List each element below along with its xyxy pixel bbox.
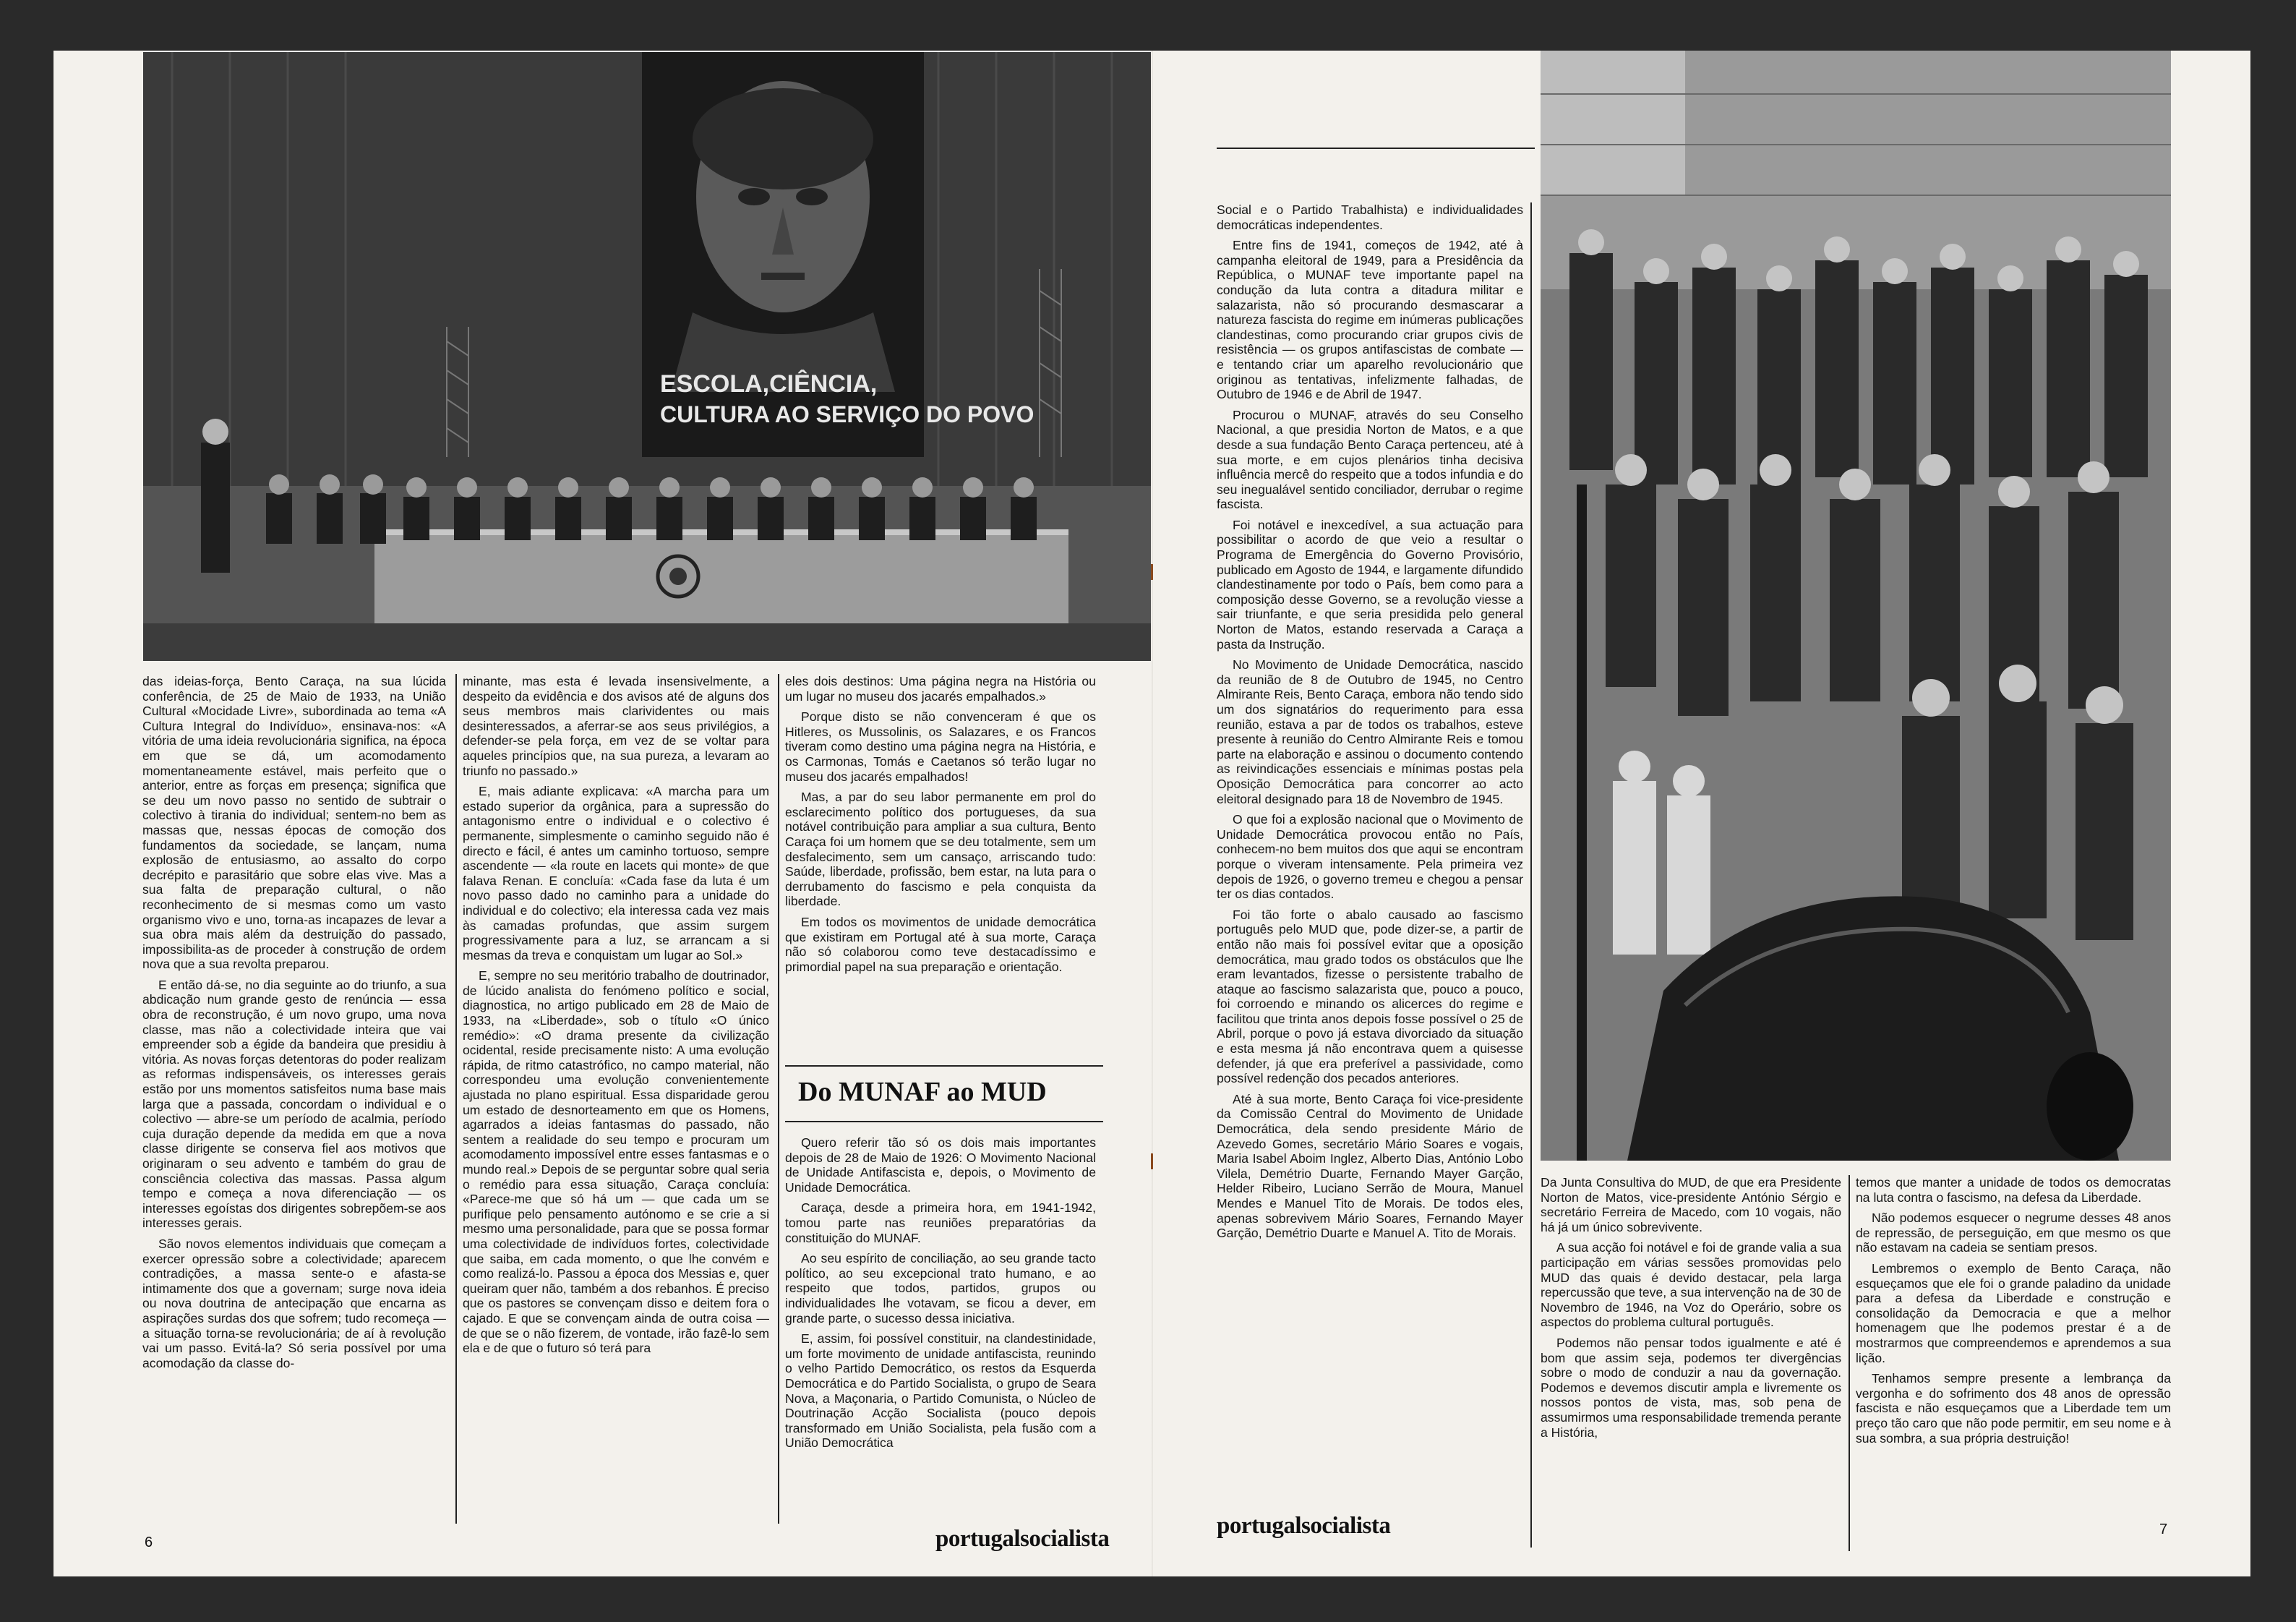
- page-number: 6: [145, 1535, 153, 1550]
- paragraph: Podemos não pensar todos igualmente e até é bom que assim seja, podemos ter divergências sobre o modo de conduzir a nau da governação. Podemos e devemos discutir ampla e livremente os nossos pontos de vista, mas, sob pena de assumirmos uma responsabilidade tremenda perante a História,: [1541, 1335, 1841, 1440]
- right-page: [1153, 51, 2250, 1576]
- conference-photo: [143, 52, 1151, 661]
- paragraph: Não podemos esquecer o negrume desses 48 anos de repressão, de perseguição, em que mesmo os que não estavam na cadeia se sentiam presos.: [1856, 1211, 2171, 1255]
- left-page: [53, 51, 1151, 1576]
- banner-text-line2: CULTURA AO SERVIÇO DO POVO: [660, 401, 1035, 427]
- article-column-6: [1856, 1175, 2171, 1451]
- column-rule: [1530, 202, 1532, 1548]
- paragraph: Social e o Partido Trabalhista) e individualidades democráticas independentes.: [1217, 202, 1523, 232]
- paragraph: E, sempre no seu meritório trabalho de doutrinador, de lúcido analista do fenómeno político e social, diagnostica, no artigo publicado em 28 de Maio de 1933, na «Liberdade», sob o título «O único remédio»: «O drama presente da civilização ocidental, reside precisamente nisto: A uma evolução rápida, de ritmo catastrófico, no campo material, não correspondeu uma evolução convenientemente ajustada no plano espiritual. Essa disparidade gerou um estado de desnorteamento em que os Homens, agarrados a ideias fantasmas do passado, não sentem a realidade do seu tempo e procuram um acomodamento impossível entre esses fantasmas e o mundo real.» Depois de se perguntar sobre qual seria o remédio para essa situação, Caraça concluía: «Parece-me que só há um — que cada um se purifique pelo pensamento autónomo e se crie a si mesmo uma personalidade, para que se possa formar uma colectividade de indivíduos fortes, colectividade que saiba, em cada momento, o que lhe convém e como realizá-lo. Passou a época dos Messias e, quer queiram quer não, também a dos rebanhos. É preciso que os pastores se convençam disso e deitem fora o cajado. E que se convençam ainda de outra coisa — de que se o não fizerem, de vontade, irão fazê-lo sem ela e de que o futuro só terá para: [463, 968, 769, 1356]
- masthead: portugalsocialista: [935, 1526, 1110, 1552]
- article-column-3-continued: [785, 1135, 1096, 1456]
- page-number: 7: [2159, 1521, 2168, 1537]
- paragraph: Lembremos o exemplo de Bento Caraça, não esqueçamos que ele foi o grande paladino da unidade para a defesa da Liberdade e construção e consolidação da Democracia e que a melhor homenagem que lhe podemos prestar é a de mostrarmos que compreendemos e aprendemos a sua lição.: [1856, 1260, 2171, 1365]
- paragraph: Em todos os movimentos de unidade democrática que existiram em Portugal até à sua morte, Caraça não só colaborou como teve destacadíssimo e primordial papel na sua preparação e orientação.: [785, 914, 1096, 974]
- article-column-5: [1541, 1175, 1841, 1446]
- paragraph: temos que manter a unidade de todos os democratas na luta contra o fascismo, na defesa da Liberdade.: [1856, 1175, 2171, 1205]
- paragraph: E, assim, foi possível constituir, na clandestinidade, um forte movimento de unidade antifascista, reunindo o velho Partido Democrático, os restos da Esquerda Democrática e do Partido Socialista, o grupo de Seara Nova, a Maçonaria, o Partido Comunista, o Núcleo de Doutrinação Acção Socialista (pouco depois transformado em União Socialista, pela fusão com a União Democrática: [785, 1331, 1096, 1451]
- paragraph: das ideias-força, Bento Caraça, na sua lúcida conferência, de 25 de Maio de 1933, na União Cultural «Mocidade Livre», subordinada ao tema «A Cultura Integral do Indivíduo», ensinava-nos: «A vitória de uma ideia revolucionária significa, na época em que se dá, um acomodamento momentaneamente estável, mais perfeito que o anterior, entre as forças em presença; significa que se deu um novo passo no sentido de subtrair o colectivo à tirania do individual; sentem-no bem as massas que, nessas épocas de comoção dos fundamentos da sociedade, se lançam, numa explosão de entusiasmo, ao assalto do corpo decrépito e parasitário que sobre elas vive. Mas a sua falta de preparação cultural, o não reconhecimento de si mesmas como um vasto organismo vivo e uno, torna-as incapazes de levar a sua obra mais além da destruição do passado, impossibilita-as de proceder à construção de ordem nova que a sua revolta preparou.: [142, 674, 446, 972]
- paragraph: Caraça, desde a primeira hora, em 1941-1942, tomou parte nas reuniões preparatórias da constituição do MUNAF.: [785, 1200, 1096, 1245]
- paragraph: Quero referir tão só os dois mais importantes depois de 28 de Maio de 1926: O Movimento Nacional de Unidade Antifascista e, depois, o Movimento de Unidade Democrática.: [785, 1135, 1096, 1195]
- paragraph: Mas, a par do seu labor permanente em prol do esclarecimento político dos portugueses, da sua notável contribuição para ampliar a sua cultura, Bento Caraça foi um homem que se deu totalmente, sem um desfalecimento, sem um cansaço, arriscando tudo: Saúde, liberdade, profissão, bem estar, na luta para o derrubamento do fascismo e pela conquista da liberdade.: [785, 790, 1096, 909]
- section-heading-rule-top: [785, 1065, 1103, 1067]
- paragraph: E, mais adiante explicava: «A marcha para um estado superior da orgânica, para a supressão do antagonismo entre o individual e o colectivo é permanente, simplesmente o caminho seguido não é directo e fácil, é antes um caminho tortuoso, sempre ascendente — «la route en lacets qui monte» de que falava Renan. E concluía: «Cada fase da luta é um novo passo dado no caminho para a unidade do individual e do colectivo; ela interessa cada vez mais às camadas profundas, que assim surgem progressivamente para a luz, se arrancam a si mesmas da treva e conquistam um lugar ao Sol.»: [463, 784, 769, 962]
- column-rule: [455, 674, 457, 1524]
- article-column-1: [142, 674, 446, 1376]
- top-rule: [1217, 148, 1535, 149]
- article-column-2: [463, 674, 769, 1362]
- paragraph: Tenhamos sempre presente a lembrança da vergonha e do sofrimento dos 48 anos de opressão fascista e não esqueçamos que a Liberdade tem um preço tão caro que não pode permitir, em seu nome e à sua sombra, a sua própria destruição!: [1856, 1371, 2171, 1446]
- paragraph: eles dois destinos: Uma página negra na História ou um lugar no museu dos jacarés empalhados.»: [785, 674, 1096, 704]
- section-heading-rule-bottom: [785, 1121, 1103, 1122]
- column-rule: [778, 674, 779, 1524]
- paragraph: São novos elementos individuais que começam a exercer opressão sobre a colectividade; aparecem contradições, a massa sente-o e afasta-se intimamente dos que a governam; surge nova ideia ou nova doutrina de antecipação que encarna as aspirações surdas dos que sofrem; tudo recomeça — a situação torna-se revolucionária; de aí à revolução vai um passo. Evitá-la? Só seria possível por uma acomodação da classe do-: [142, 1236, 446, 1370]
- banner-text-line1: ESCOLA,CIÊNCIA,: [660, 370, 878, 398]
- paragraph: Ao seu espírito de conciliação, ao seu grande tacto político, ao seu excepcional trato humano, e ao respeito que todos, partidos, grupos ou individualidades lhe votavam, se ficou a dever, em grande parte, o sucesso dessa iniciativa.: [785, 1251, 1096, 1326]
- paragraph: Foi notável e inexcedível, a sua actuação para possibilitar o acordo de que veio a resultar o Programa de Emergência do Governo Provisório, publicado em Agosto de 1944, e largamente difundido clandestinamente por todo o País, bem como para a composição desse Governo, se a revolução viesse a sair triunfante, e que seria presidida pelo general Norton de Matos, estando reservada a Caraça a pasta da Instrução.: [1217, 517, 1523, 652]
- paragraph: A sua acção foi notável e foi de grande valia a sua participação em várias sessões promovidas pelo MUD das quais é devido destacar, pela larga repercussão que teve, a sua intervenção na de 30 de Novembro de 1946, na Voz do Operário, sobre os aspectos do problema cultural português.: [1541, 1240, 1841, 1330]
- article-column-4: [1217, 202, 1523, 1247]
- masthead: portugalsocialista: [1217, 1513, 1391, 1539]
- paragraph: O que foi a explosão nacional que o Movimento de Unidade Democrática provocou então no País, conhecem-no bem muitos dos que aqui se encontram porque o viveram intensamente. Pela primeira vez depois de 1926, o governo tremeu e chegou a pensar ter os dias contados.: [1217, 812, 1523, 902]
- paragraph: Porque disto se não convenceram é que os Hitleres, os Mussolinis, os Salazares, e os Francos tiveram como destino uma página negra na História, e os Carmonas, Tomás e Caetanos só terão lugar no museu dos jacarés empalhados!: [785, 709, 1096, 784]
- paragraph: Entre fins de 1941, começos de 1942, até à campanha eleitoral de 1949, para a Presidência da República, o MUNAF teve importante papel na condução da luta contra a ditadura militar e salazarista, não só procurando desmascarar a natureza fascista do regime em inúmeras publicações clandestinas, como procurando criar grupos civis de resistência — os grupos antifascistas de combate — e tentando criar um aparelho revolucionário que originou as tentativas, infelizmente falhadas, de Outubro de 1946 e de Abril de 1947.: [1217, 238, 1523, 402]
- article-column-3: [785, 674, 1096, 980]
- paragraph: Procurou o MUNAF, através do seu Conselho Nacional, a que presidia Norton de Matos, e a que desde a sua fundação Bento Caraça pertenceu, até à sua morte, e em cujos plenários tinha decisiva influência mercê do respeito que a todos infundia e do seu inegualável sentido conciliador, derrubar o regime fascista.: [1217, 407, 1523, 512]
- column-rule: [1849, 1175, 1850, 1551]
- paragraph: E então dá-se, no dia seguinte ao do triunfo, a sua abdicação num grande gesto de renúncia — essa obra de reconstrução, é um novo grupo, uma nova classe, mas não a colectividade inteira que vai empreender sob a égide da bandeira que presidiu à vitória. As novas forças detentoras do poder realizam as reformas indispensáveis, os interesses gerais estão por uns momentos satisfeitos numa base mais larga que a passada, concordam o individual e o colectivo — abre-se um período de acalmia, período cuja duração depende da medida em que a nova classe dirigente se conserva fiel aos motivos que originaram o seu advento e também do grau de consciência colectiva das massas. Passa algum tempo e começa a nova diferenciação — os interesses egoístas dos dirigentes sobrepõem-se aos interesses gerais.: [142, 977, 446, 1231]
- paragraph: Da Junta Consultiva do MUD, de que era Presidente Norton de Matos, vice-presidente António Sérgio e secretário Ferreira de Macedo, com 10 vogais, não há já um único sobrevivente.: [1541, 1175, 1841, 1234]
- paragraph: minante, mas esta é levada insensivelmente, a despeito da evidência e dos avisos até de alguns dos seus membros mais clarividentes ou mais desinteressados, a aferrar-se aos seus privilégios, a defender-se pela força, em vez de se voltar para aqueles princípios que, na sua pureza, a levaram ao triunfo no passado.»: [463, 674, 769, 778]
- section-heading: Do MUNAF ao MUD: [798, 1077, 1047, 1107]
- crowd-photo: [1541, 51, 2171, 1161]
- paragraph: Foi tão forte o abalo causado ao fascismo português pelo MUD que, pode dizer-se, a partir de então não mais foi possível evitar que a oposição democrática, mau grado todos os obstáculos que lhe eram levantados, fizesse o persistente trabalho de ataque ao fascismo salazarista que, pouco a pouco, foi corroendo e minando os alicerces do regime e facilitou que trinta anos depois fosse possível o 25 de Abril, porque o povo já estava divorciado da situação e esta mesma já não encontrava quem a quisesse defender, já que era preferível a passividade, como possível redenção dos pecados anteriores.: [1217, 907, 1523, 1086]
- paragraph: Até à sua morte, Bento Caraça foi vice-presidente da Comissão Central do Movimento de Unidade Democrática, dela sendo presidente Mário de Azevedo Gomes, secretário Mário Soares e vogais, Maria Isabel Aboim Inglez, Alberto Dias, António Lobo Vilela, Demétrio Duarte, Fernando Mayer Garção, Helder Ribeiro, Luciano Serrão de Moura, Manuel Mendes e Manuel Tito de Morais. De todos eles, apenas sobrevivem Mário Soares, Fernando Mayer Garção, Demétrio Duarte e Manuel A. Tito de Morais.: [1217, 1091, 1523, 1241]
- paragraph: No Movimento de Unidade Democrática, nascido da reunião de 8 de Outubro de 1945, no Centro Almirante Reis, Bento Caraça, embora não tendo sido um dos signatários do requerimento para essa reunião, estava a par de todos os trabalhos, esteve presente à reunião do Centro Almirante Reis e tomou parte na elaboração e assinou o documento contendo as reivindicações essenciais e mínimas postas pela Oposição Democrática para concorrer ao acto eleitoral designado para 18 de Novembro de 1945.: [1217, 657, 1523, 806]
